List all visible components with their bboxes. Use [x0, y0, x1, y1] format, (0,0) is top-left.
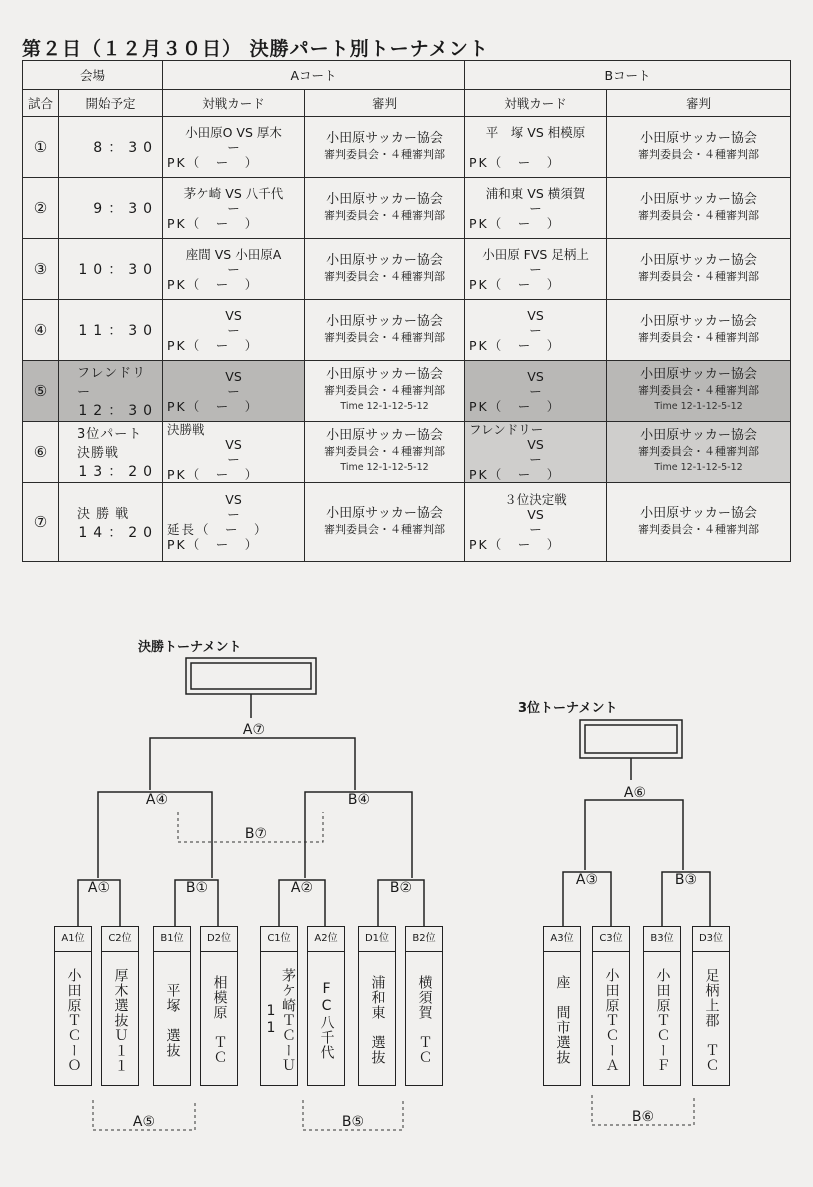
table-row — [23, 178, 791, 239]
court-a-card: VS ー PK（ ー ） — [163, 300, 305, 361]
team-box: C3位 小田原ＴＣーＡ — [592, 926, 630, 1086]
match-number: ⑥ — [23, 422, 59, 483]
final-winner-inner-box — [191, 663, 311, 689]
bracket-label-b7: B⑦ — [244, 826, 268, 842]
match-number: ④ — [23, 300, 59, 361]
court-a-card: 座間 VS 小田原A ー PK（ ー ） — [163, 239, 305, 300]
referee-a-header: 審判 — [305, 90, 465, 117]
start-time: 決 勝 戦 14：20 — [59, 483, 163, 562]
table-row — [23, 361, 791, 422]
match-number: ③ — [23, 239, 59, 300]
court-b-card: VS ー PK（ ー ） — [465, 300, 607, 361]
court-a-referee: 小田原サッカー協会 審判委員会・４種審判部 — [305, 483, 465, 562]
court-b-referee: 小田原サッカー協会 審判委員会・４種審判部 — [607, 483, 791, 562]
bracket-label-b1: B① — [185, 880, 209, 896]
court-a-referee: 小田原サッカー協会 審判委員会・４種審判部 Time 12-1-12-5-12 — [305, 361, 465, 422]
court-a-header: Aコート — [163, 61, 465, 90]
court-b-card: 平 塚 VS 相模原 PK（ ー ） — [465, 117, 607, 178]
start-time: 3位パート 決勝戦 13：20 — [59, 422, 163, 483]
court-b-referee: 小田原サッカー協会 審判委員会・４種審判部 — [607, 300, 791, 361]
match-number: ① — [23, 117, 59, 178]
court-b-referee: 小田原サッカー協会 審判委員会・４種審判部 — [607, 239, 791, 300]
bracket-label-b5: B⑤ — [341, 1114, 365, 1130]
table-row — [23, 117, 791, 178]
court-a-card: 小田原O VS 厚木 ー PK（ ー ） — [163, 117, 305, 178]
start-time: 8：30 — [59, 117, 163, 178]
bracket-label-b6: B⑥ — [631, 1109, 655, 1125]
team-box: B3位 小田原ＴＣーＦ — [643, 926, 681, 1086]
court-a-referee: 小田原サッカー協会 審判委員会・４種審判部 — [305, 300, 465, 361]
final-tournament-title: 決勝トーナメント — [138, 640, 242, 655]
court-a-card: 決勝戦 VS ー PK（ ー ） — [163, 422, 305, 483]
card-a-header: 対戦カード — [163, 90, 305, 117]
team-box: A1位 小田原ＴＣーＯ — [54, 926, 92, 1086]
bracket-label-a6: A⑥ — [623, 785, 647, 801]
table-row — [23, 239, 791, 300]
bracket-label-b3: B③ — [674, 872, 698, 888]
court-b-referee: 小田原サッカー協会 審判委員会・４種審判部 — [607, 117, 791, 178]
team-box: A2位 FC八千代 — [307, 926, 345, 1086]
bracket-label-b4: B④ — [347, 792, 371, 808]
team-box: B2位 横須賀 ＴＣ — [405, 926, 443, 1086]
court-a-referee: 小田原サッカー協会 審判委員会・４種審判部 — [305, 239, 465, 300]
court-b-referee: 小田原サッカー協会 審判委員会・４種審判部 Time 12-1-12-5-12 — [607, 361, 791, 422]
court-b-header: Bコート — [465, 61, 791, 90]
court-a-card: VS ー PK（ ー ） — [163, 361, 305, 422]
court-a-referee: 小田原サッカー協会 審判委員会・４種審判部 — [305, 117, 465, 178]
schedule-table — [22, 60, 791, 562]
match-col-header: 試合 — [23, 90, 59, 117]
match-number: ⑤ — [23, 361, 59, 422]
table-row — [23, 422, 791, 483]
third-place-tournament-title: 3位トーナメント — [518, 701, 618, 716]
team-box: C2位 厚木選抜Ｕ１１ — [101, 926, 139, 1086]
referee-b-header: 審判 — [607, 90, 791, 117]
start-time: フレンドリー 12：30 — [59, 361, 163, 422]
team-box: A3位 座 間市選抜 — [543, 926, 581, 1086]
venue-header: 会場 — [23, 61, 163, 90]
team-box: B1位 平塚 選抜 — [153, 926, 191, 1086]
bracket-label-b2: B② — [389, 880, 413, 896]
match-number: ② — [23, 178, 59, 239]
match-number: ⑦ — [23, 483, 59, 562]
court-a-card: 茅ケ崎 VS 八千代 ー PK（ ー ） — [163, 178, 305, 239]
team-box: D3位 足柄上郡 ＴＣ — [692, 926, 730, 1086]
court-b-card: ３位決定戦 VS ー PK（ ー ） — [465, 483, 607, 562]
team-box: C1位 茅ケ崎ＴＣーＵ11 — [260, 926, 298, 1086]
court-b-card: VS ー PK（ ー ） — [465, 361, 607, 422]
court-b-card: フレンドリー VS ー PK（ ー ） — [465, 422, 607, 483]
table-row — [23, 300, 791, 361]
start-time: 10：30 — [59, 239, 163, 300]
court-b-referee: 小田原サッカー協会 審判委員会・４種審判部 — [607, 178, 791, 239]
court-b-referee: 小田原サッカー協会 審判委員会・４種審判部 Time 12-1-12-5-12 — [607, 422, 791, 483]
table-row — [23, 483, 791, 562]
start-time: 11：30 — [59, 300, 163, 361]
bracket-label-a1: A① — [87, 880, 111, 896]
court-b-card: 小田原 FVS 足柄上 ー PK（ ー ） — [465, 239, 607, 300]
court-b-card: 浦和東 VS 横須賀 ー PK（ ー ） — [465, 178, 607, 239]
court-a-referee: 小田原サッカー協会 審判委員会・４種審判部 Time 12-1-12-5-12 — [305, 422, 465, 483]
start-time: 9：30 — [59, 178, 163, 239]
card-b-header: 対戦カード — [465, 90, 607, 117]
bracket-label-a3: A③ — [575, 872, 599, 888]
bracket-label-a2: A② — [290, 880, 314, 896]
bracket-label-a4: A④ — [145, 792, 169, 808]
bracket-label-a7: A⑦ — [242, 722, 266, 738]
court-a-referee: 小田原サッカー協会 審判委員会・４種審判部 — [305, 178, 465, 239]
team-box: D2位 相模原 ＴＣ — [200, 926, 238, 1086]
bracket-label-a5: A⑤ — [132, 1114, 156, 1130]
team-box: D1位 浦和東 選抜 — [358, 926, 396, 1086]
third-winner-inner-box — [585, 725, 677, 753]
start-col-header: 開始予定 — [59, 90, 163, 117]
page-title: 第２日（１２月３０日） 決勝パート別トーナメント — [22, 38, 489, 60]
court-a-card: VS ー 延長（ ー ） PK（ ー ） — [163, 483, 305, 562]
